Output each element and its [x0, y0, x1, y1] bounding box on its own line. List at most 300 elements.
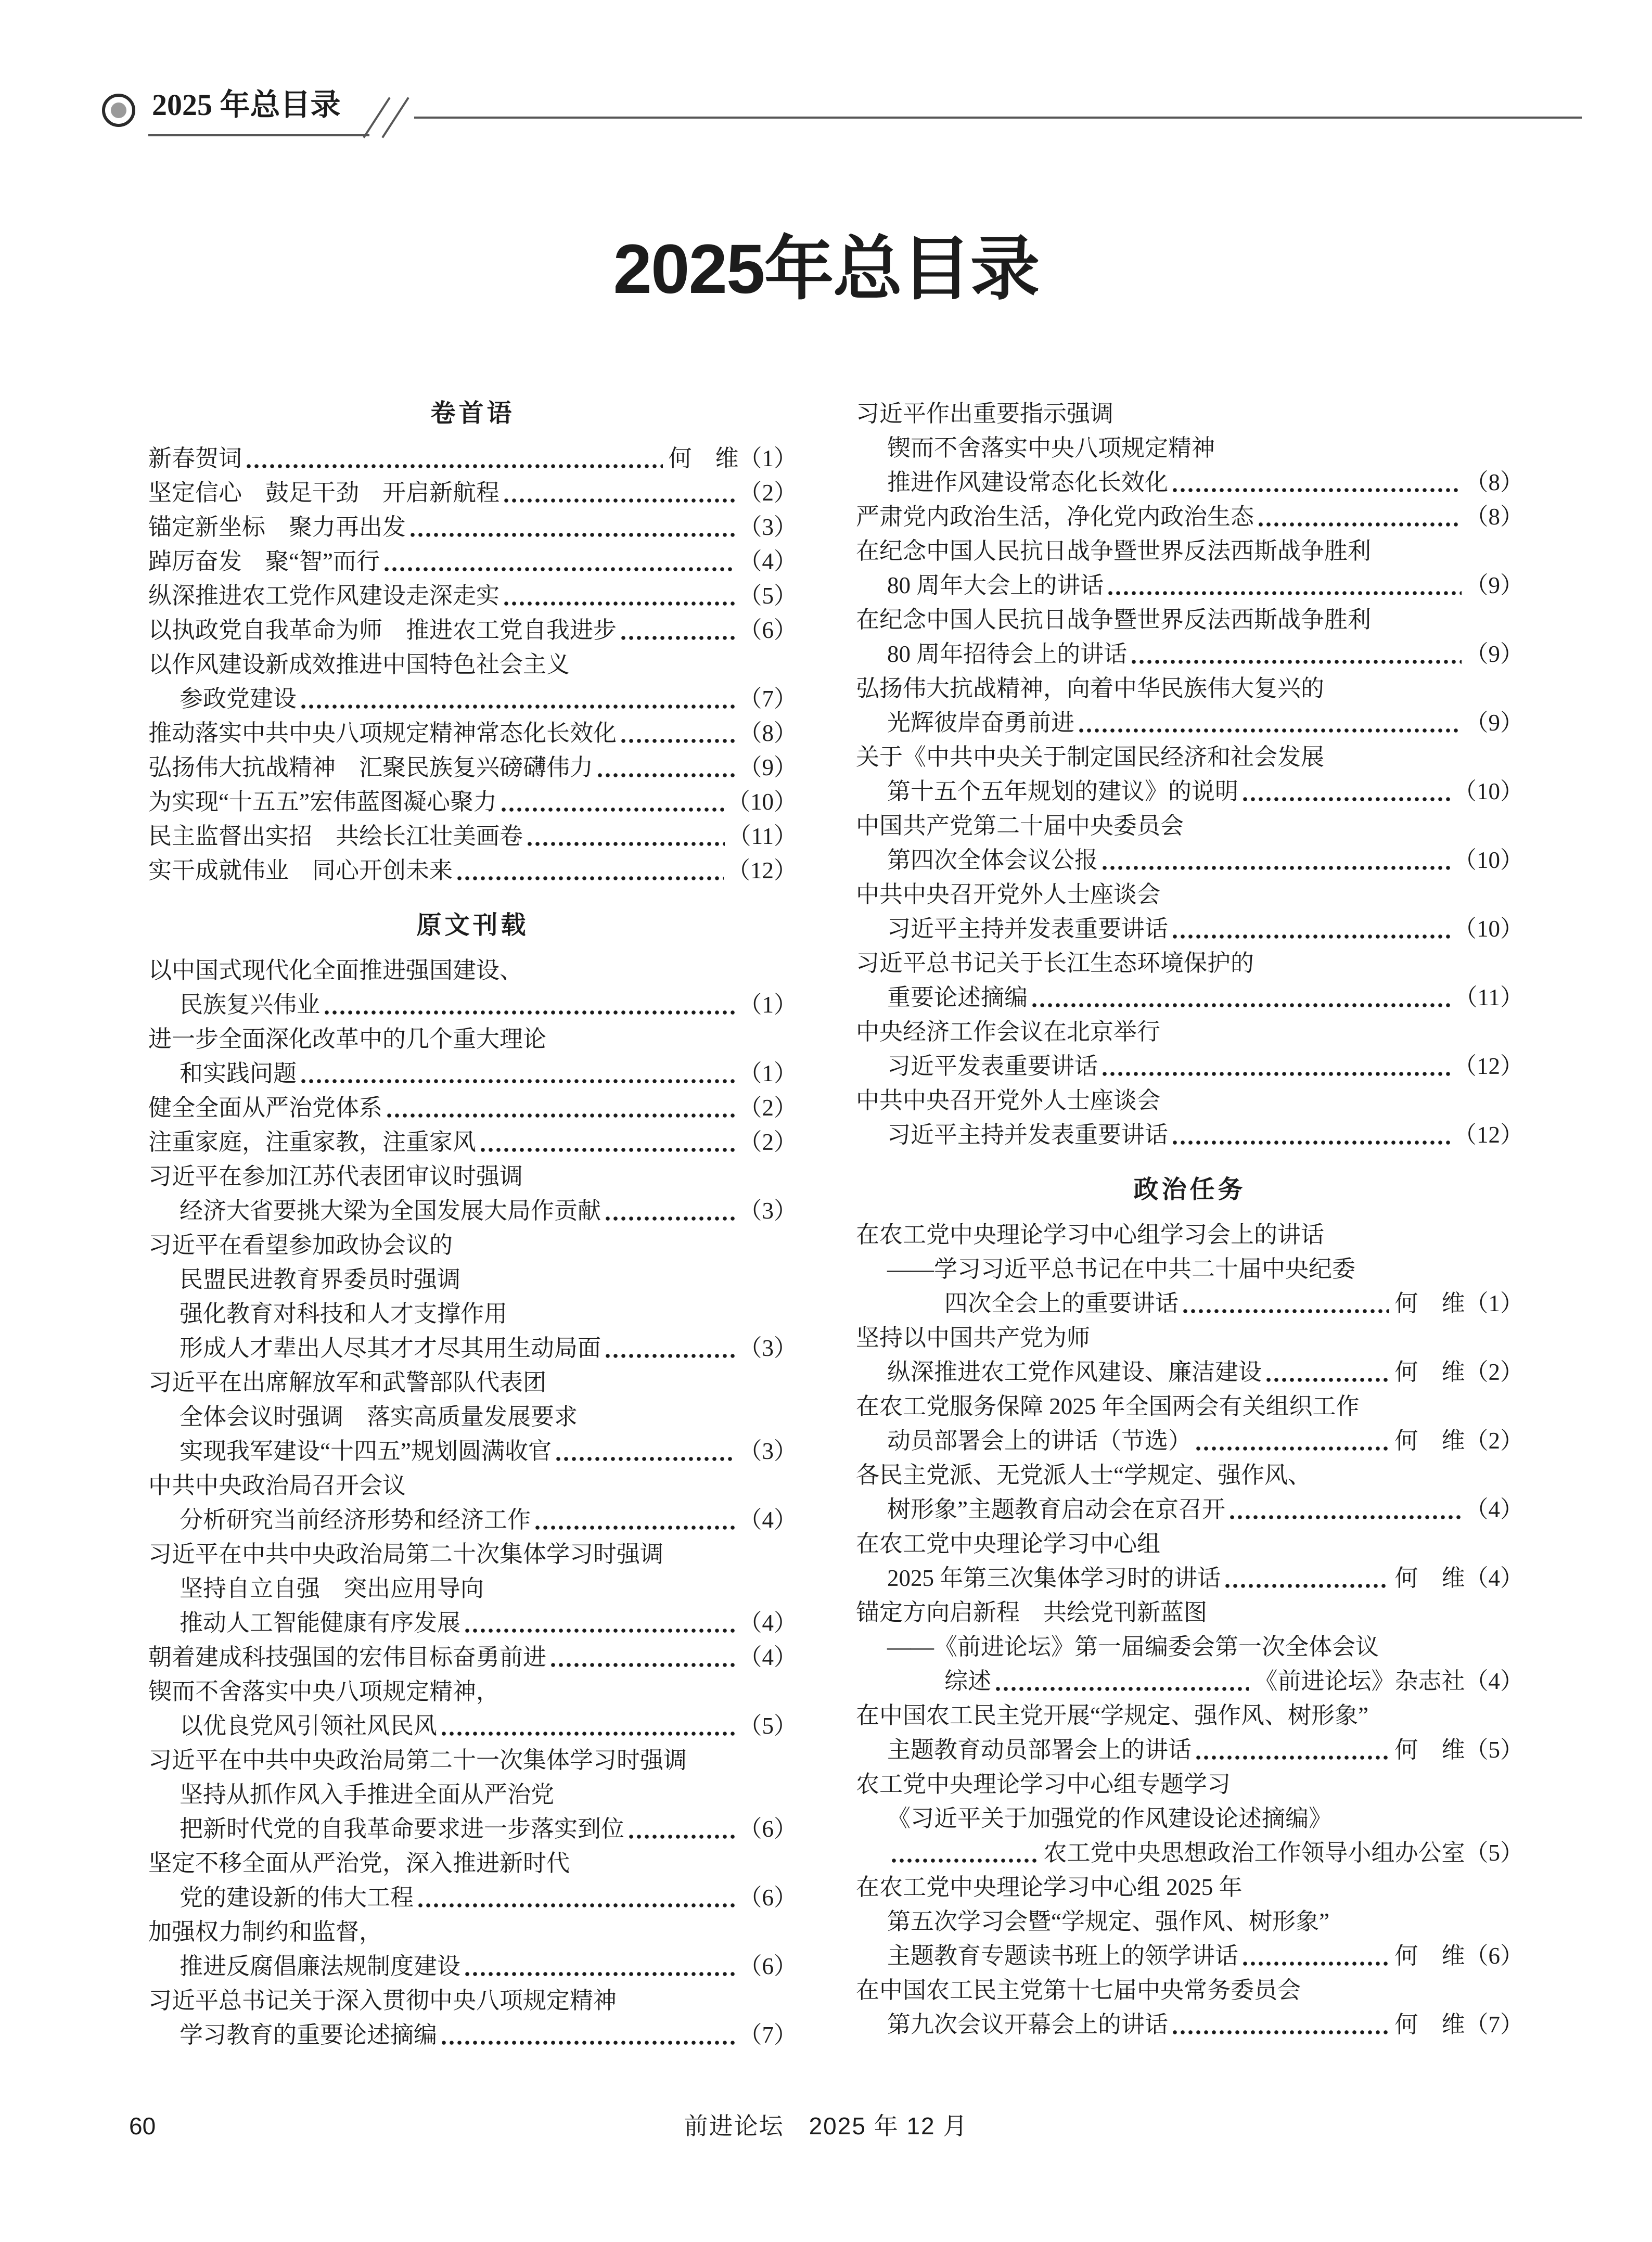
leader-dots [1196, 1446, 1389, 1451]
toc-line [856, 946, 1523, 980]
toc-line-text: 实现我军建设“十四五”规划圆满收官 [180, 1438, 552, 1464]
toc-entry [856, 740, 1523, 809]
author-name: 何 维 [1394, 1359, 1465, 1385]
toc-line [856, 1389, 1523, 1424]
toc-line [148, 1846, 797, 1880]
author-name: 何 维 [1394, 1737, 1465, 1763]
toc-line-text: 纵深推进农工党作风建设走深走实 [148, 583, 500, 609]
toc-entry [856, 534, 1523, 603]
leader-dots [1079, 728, 1462, 733]
page-ref: （6） [738, 1885, 797, 1911]
toc-line [148, 1262, 797, 1297]
toc-line [148, 544, 797, 579]
toc-line [856, 1664, 1523, 1698]
page-ref: （11） [727, 823, 797, 849]
leader-dots [1225, 1583, 1389, 1588]
toc-line-text: 踔厉奋发 聚“智”而行 [148, 548, 380, 574]
toc-entry [856, 809, 1523, 877]
section-heading: 卷首语 [430, 400, 515, 427]
toc-line-text: 习近平主持并发表重要讲话 [887, 1122, 1169, 1148]
page-ref: （4） [738, 1644, 797, 1670]
toc-line [856, 1286, 1523, 1321]
toc-line-text: 坚持以中国共产党为师 [856, 1325, 1091, 1351]
page-ref: （1） [1465, 1290, 1523, 1316]
toc-line [148, 510, 797, 544]
page-ref: （9） [1465, 641, 1523, 667]
leader-dots [527, 841, 725, 847]
leader-dots [504, 498, 735, 503]
toc-line-text: 新春贺词 [148, 445, 242, 471]
toc-line [148, 716, 797, 750]
toc-entry [148, 1365, 797, 1468]
toc-line-text: 为实现“十五五”宏伟蓝图凝心聚力 [148, 789, 497, 815]
leader-dots [597, 773, 735, 778]
toc-line-text: 学习教育的重要论述摘编 [180, 2022, 438, 2048]
toc-entry [856, 499, 1523, 534]
page-ref: （3） [738, 1198, 797, 1224]
toc-entry [148, 1159, 797, 1228]
toc-line-text: 第十五个五年规划的建议》的说明 [887, 778, 1239, 804]
toc-line [148, 476, 797, 510]
toc-line-text: 在农工党中央理论学习中心组 2025 年 [856, 1874, 1243, 1900]
toc-line-text: 经济大省要挑大梁为全国发展大局作贡献 [180, 1198, 601, 1224]
toc-entry [148, 647, 797, 716]
page-ref: （6） [738, 617, 797, 643]
leader-dots [1108, 591, 1462, 596]
toc-line [856, 637, 1523, 671]
toc-line-text: 推动落实中共中央八项规定精神常态化长效化 [148, 720, 617, 746]
author-name: 何 维 [1394, 1565, 1465, 1591]
toc-line-text: 中央经济工作会议在北京举行 [856, 1019, 1161, 1045]
leader-dots [301, 1079, 735, 1084]
toc-line-text: 在中国农工民主党开展“学规定、强作风、树形象” [856, 1702, 1368, 1728]
toc-line [856, 1049, 1523, 1083]
leader-dots [550, 1662, 735, 1668]
leader-dots [605, 1353, 735, 1359]
leader-dots [1032, 1003, 1451, 1008]
leader-dots [465, 1971, 735, 1977]
toc-line [856, 1355, 1523, 1389]
toc-line-text: 朝着建成科技强国的宏伟目标奋勇前进 [148, 1644, 547, 1670]
toc-line [148, 853, 797, 888]
toc-line [856, 1733, 1523, 1767]
toc-entry [148, 613, 797, 647]
toc-line-text: 民盟民进教育界委员时强调 [180, 1266, 461, 1292]
toc-entry [148, 510, 797, 544]
leader-dots [1102, 865, 1450, 870]
toc-line-text: 中共中央召开党外人士座谈会 [856, 1087, 1161, 1113]
toc-entry [148, 785, 797, 819]
page-ref: （2） [1465, 1428, 1523, 1454]
toc-line [856, 1630, 1523, 1664]
page-ref: （10） [1453, 916, 1523, 942]
toc-line-text: 进一步全面深化改革中的几个重大理论 [148, 1026, 547, 1052]
toc-line-text: 习近平作出重要指示强调 [856, 401, 1114, 427]
toc-line [856, 1561, 1523, 1595]
toc-entry [148, 1537, 797, 1640]
page-ref: （4） [738, 548, 797, 574]
page-ref: （4） [1465, 1668, 1523, 1694]
toc-line [856, 396, 1523, 431]
toc-line [148, 613, 797, 647]
toc-line [148, 1091, 797, 1125]
toc-line [148, 1400, 797, 1434]
page-ref: （11） [1454, 984, 1523, 1010]
page-ref: （4） [1465, 1496, 1523, 1522]
toc-line [856, 774, 1523, 809]
toc-line [148, 1056, 797, 1091]
toc-line-text: 以作风建设新成效推进中国特色社会主义 [148, 651, 570, 677]
toc-line-text: 纵深推进农工党作风建设、廉洁建设 [887, 1359, 1262, 1385]
page-ref: （10） [726, 789, 797, 815]
toc-line [856, 1492, 1523, 1527]
toc-entry [148, 1228, 797, 1365]
toc-line-text: 以优良党风引领社风民风 [180, 1713, 438, 1739]
leader-dots [1243, 1961, 1389, 1966]
toc-line [856, 877, 1523, 912]
toc-entry [148, 579, 797, 613]
toc-entry [856, 1389, 1523, 1458]
toc-line-text: 第五次学习会暨“学规定、强作风、树形象” [887, 1908, 1329, 1934]
author-name: 何 维 [1394, 1428, 1465, 1454]
toc-line [148, 1606, 797, 1640]
toc-line-text: 在中国农工民主党第十七届中央常务委员会 [856, 1977, 1301, 2003]
toc-line [856, 1870, 1523, 1904]
toc-line [856, 1939, 1523, 1973]
toc-line-text: 加强权力制约和监督， [148, 1919, 383, 1945]
page-ref: （1） [738, 992, 797, 1018]
toc-line-text: 习近平在出席解放军和武警部队代表团 [148, 1369, 547, 1395]
toc-line-text: 习近平在中共中央政治局第二十次集体学习时强调 [148, 1541, 664, 1567]
toc-line-text: 注重家庭，注重家教，注重家风 [148, 1129, 477, 1155]
toc-line-text: 在农工党服务保障 2025 年全国两会有关组织工作 [856, 1393, 1360, 1419]
toc-line-text: 农工党中央理论学习中心组专题学习 [856, 1771, 1231, 1797]
page-ref: （4） [738, 1610, 797, 1636]
leader-dots [324, 1010, 735, 1015]
leader-dots [465, 1628, 735, 1633]
toc-entry [148, 819, 797, 853]
toc-line-text: 各民主党派、无党派人士“学规定、强作风、 [856, 1462, 1311, 1488]
toc-line [856, 1698, 1523, 1733]
leader-dots [605, 1216, 735, 1221]
toc-line-text: 重要论述摘编 [887, 984, 1028, 1010]
toc-line [856, 2007, 1523, 2042]
leader-dots [629, 1834, 735, 1839]
toc-line-text: 弘扬伟大抗战精神，向着中华民族伟大复兴的 [856, 675, 1325, 701]
toc-entry [148, 1022, 797, 1091]
toc-line [148, 1331, 797, 1365]
toc-line-text: 习近平发表重要讲话 [887, 1053, 1098, 1079]
author-name: 《前进论坛》杂志社 [1254, 1668, 1465, 1694]
toc-line-text: 推动人工智能健康有序发展 [180, 1610, 461, 1636]
page-ref: （2） [738, 480, 797, 506]
section-heading: 政治任务 [1133, 1176, 1246, 1203]
toc-line [856, 1767, 1523, 1801]
toc-line-text: 全体会议时强调 落实高质量发展要求 [180, 1404, 578, 1430]
toc-entry [856, 1083, 1523, 1152]
page-ref: （6） [738, 1816, 797, 1842]
leader-dots [480, 1147, 735, 1152]
leader-dots [410, 532, 735, 537]
toc-line-text: 主题教育专题读书班上的领学讲话 [887, 1943, 1239, 1969]
toc-entry [148, 853, 797, 888]
toc-line [856, 1527, 1523, 1561]
toc-line [856, 843, 1523, 877]
toc-line [148, 1365, 797, 1400]
toc-line [148, 953, 797, 988]
toc-line-text: 中共中央政治局召开会议 [148, 1472, 406, 1498]
toc-line-text: 80 周年招待会上的讲话 [887, 641, 1128, 667]
page-ref: （9） [1465, 710, 1523, 736]
toc-line-text: 推进作风建设常态化长效化 [887, 469, 1169, 495]
toc-line [148, 1812, 797, 1846]
toc-line-text: 《习近平关于加强党的作风建设论述摘编》 [887, 1805, 1333, 1831]
toc-entry [148, 1468, 797, 1537]
toc-line [148, 1125, 797, 1159]
leader-dots [1172, 1140, 1450, 1145]
toc-entry [148, 750, 797, 785]
page-ref: （2） [738, 1095, 797, 1121]
toc-line [856, 1321, 1523, 1355]
toc-line [856, 1836, 1523, 1870]
page-ref: （1） [738, 1060, 797, 1086]
toc-line-text: 在纪念中国人民抗日战争暨世界反法西斯战争胜利 [856, 538, 1372, 564]
toc-line [148, 1022, 797, 1056]
toc-entry [856, 1458, 1523, 1527]
toc-entry [148, 1743, 797, 1846]
header-rule-left [148, 134, 369, 136]
page-ref: （8） [1465, 469, 1523, 495]
toc-entry [148, 1125, 797, 1159]
journal-footer: 前进论坛 2025 年 12 月 [684, 2112, 968, 2139]
toc-line-text: 习近平总书记关于深入贯彻中央八项规定精神 [148, 1988, 617, 2014]
toc-line [856, 1083, 1523, 1118]
page-ref: （8） [1465, 504, 1523, 530]
toc-line [148, 819, 797, 853]
leader-dots [621, 635, 735, 640]
leader-dots [1266, 1377, 1389, 1382]
page-ref: （10） [1453, 847, 1523, 873]
toc-line-text: 习近平在参加江苏代表团审议时强调 [148, 1163, 523, 1189]
toc-line [148, 579, 797, 613]
toc-entry [148, 1674, 797, 1743]
toc-line [856, 809, 1523, 843]
page-ref: （12） [726, 857, 797, 883]
toc-line [856, 603, 1523, 637]
section-heading: 原文刊载 [416, 912, 529, 939]
toc-line-text: 推进反腐倡廉法规制度建设 [180, 1953, 461, 1979]
toc-line-text: 第四次全体会议公报 [887, 847, 1098, 873]
toc-line [148, 1915, 797, 1949]
leader-dots [441, 2040, 735, 2045]
toc-entry [856, 1321, 1523, 1389]
toc-line [148, 785, 797, 819]
leader-dots [556, 1456, 736, 1462]
toc-line [148, 682, 797, 716]
toc-entry [856, 1527, 1523, 1595]
toc-line-text: 主题教育动员部署会上的讲话 [887, 1737, 1192, 1763]
author-name: 何 维 [1394, 1290, 1465, 1316]
toc-line-text: 习近平在看望参加政协会议的 [148, 1232, 453, 1258]
toc-line [856, 980, 1523, 1015]
toc-entry [856, 396, 1523, 499]
toc-line-text: 关于《中共中央关于制定国民经济和社会发展 [856, 744, 1325, 770]
leader-dots [621, 738, 735, 744]
toc-line [148, 988, 797, 1022]
leader-dots [1183, 1309, 1389, 1314]
toc-entry [148, 716, 797, 750]
toc-line [856, 1218, 1523, 1252]
toc-line [856, 1973, 1523, 2007]
toc-line [148, 1983, 797, 2018]
header-rule-right [414, 117, 1582, 119]
page-ref: （4） [738, 1507, 797, 1533]
page-title: 2025年总目录 [613, 230, 1039, 308]
toc-line-text: 党的建设新的伟大工程 [180, 1885, 414, 1911]
leader-dots [1131, 659, 1462, 664]
toc-line [856, 1458, 1523, 1492]
leader-dots [1243, 797, 1450, 802]
toc-line-text: 把新时代党的自我革命要求进一步落实到位 [180, 1816, 625, 1842]
toc-line-text: 锲而不舍落实中央八项规定精神 [887, 435, 1215, 461]
toc-line-text: 和实践问题 [180, 1060, 297, 1086]
toc-line-text: 坚定信心 鼓足干劲 开启新航程 [148, 480, 500, 506]
toc-line [148, 1949, 797, 1983]
toc-line-text: 锚定新坐标 聚力再出发 [148, 514, 406, 540]
toc-line [148, 1297, 797, 1331]
toc-entry [856, 877, 1523, 946]
page-ref: （10） [1453, 778, 1523, 804]
toc-column-right [856, 396, 1523, 2042]
leader-dots [384, 567, 736, 572]
author-name: 何 维 [1394, 2012, 1465, 2038]
toc-entry [856, 1767, 1523, 1870]
page-ref: （12） [1453, 1053, 1523, 1079]
toc-entry [148, 476, 797, 510]
page-number: 60 [129, 2112, 156, 2139]
toc-line-text: 坚持自立自强 突出应用导向 [180, 1575, 484, 1602]
leader-dots [246, 464, 663, 469]
toc-line [148, 1777, 797, 1812]
author-name: 何 维 [668, 445, 739, 471]
toc-line [856, 568, 1523, 603]
toc-line [148, 647, 797, 682]
toc-line [148, 1228, 797, 1262]
toc-line [148, 1640, 797, 1674]
leader-dots [501, 807, 724, 812]
toc-line-text: 动员部署会上的讲话（节选） [887, 1428, 1192, 1454]
toc-entry [148, 544, 797, 579]
page-ref: （9） [738, 754, 797, 780]
toc-line [856, 465, 1523, 499]
toc-entry [856, 946, 1523, 1015]
toc-line-text: 民主监督出实招 共绘长江壮美画卷 [148, 823, 523, 849]
toc-line-text: 民族复兴伟业 [180, 992, 321, 1018]
toc-line-text: 中国共产党第二十届中央委员会 [856, 813, 1184, 839]
toc-line-text: 综述 [944, 1668, 992, 1694]
leader-dots [441, 1731, 735, 1736]
toc-line [856, 1252, 1523, 1286]
toc-line-text: 四次全会上的重要讲话 [944, 1290, 1179, 1316]
leader-dots [995, 1686, 1249, 1692]
page-ref: （2） [1465, 1359, 1523, 1385]
toc-line [148, 2018, 797, 2052]
toc-line-text: 坚持从抓作风入手推进全面从严治党 [180, 1782, 555, 1808]
leader-dots [1230, 1515, 1462, 1520]
toc-entry [148, 1846, 797, 1915]
page-ref: （9） [1465, 572, 1523, 598]
leader-dots [1172, 488, 1462, 493]
bullet-circle-icon [102, 94, 135, 127]
toc-line-text: 锲而不舍落实中央八项规定精神， [148, 1679, 500, 1705]
toc-column-left [148, 396, 797, 2052]
page-ref: （4） [1465, 1565, 1523, 1591]
toc-line-text: 80 周年大会上的讲话 [887, 572, 1104, 598]
page-ref: （5） [738, 1713, 797, 1739]
header-running-title: 2025 年总目录 [152, 88, 341, 122]
leader-dots [1258, 522, 1462, 527]
toc-line [856, 534, 1523, 568]
toc-line-text: ——《前进论坛》第一届编委会第一次全体会议 [887, 1634, 1379, 1660]
page-ref: （1） [738, 445, 797, 471]
toc-line-text: 严肃党内政治生活，净化党内政治生态 [856, 504, 1254, 530]
toc-line-text: 坚定不移全面从严治党，深入推进新时代 [148, 1850, 570, 1876]
page-ref: （2） [738, 1129, 797, 1155]
toc-line-text: 中共中央召开党外人士座谈会 [856, 881, 1161, 907]
toc-line [856, 1904, 1523, 1939]
toc-line-text: 在纪念中国人民抗日战争暨世界反法西斯战争胜利 [856, 607, 1372, 633]
page-ref: （3） [738, 1438, 797, 1464]
toc-line-text: 以执政党自我革命为师 推进农工党自我进步 [148, 617, 617, 643]
toc-entry [856, 603, 1523, 671]
toc-entry [148, 441, 797, 476]
page-ref: （7） [1465, 2012, 1523, 2038]
leader-dots [418, 1903, 735, 1908]
toc-entry [856, 1973, 1523, 2042]
toc-line-text: 第九次会议开幕会上的讲话 [887, 2012, 1169, 2038]
toc-line-text: 形成人才辈出人尽其才才尽其用生动局面 [180, 1335, 601, 1361]
toc-entry [148, 1091, 797, 1125]
toc-line-text: 强化教育对科技和人才支撑作用 [180, 1301, 508, 1327]
toc-entry [148, 1640, 797, 1674]
page-ref: （5） [1465, 1840, 1523, 1866]
leader-dots [1172, 2030, 1389, 2035]
author-name: 何 维 [1394, 1943, 1465, 1969]
page-ref: （8） [738, 720, 797, 746]
toc-line [148, 1880, 797, 1915]
toc-line [856, 1424, 1523, 1458]
leader-dots [1102, 1071, 1450, 1077]
page-ref: （3） [738, 1335, 797, 1361]
author-name: 农工党中央思想政治工作领导小组办公室 [1043, 1840, 1465, 1866]
toc-line-text: 实干成就伟业 同心开创未来 [148, 857, 453, 883]
toc-entry [856, 671, 1523, 740]
toc-line [856, 1015, 1523, 1049]
toc-line-text: 以中国式现代化全面推进强国建设、 [148, 957, 523, 983]
toc-entry [148, 1915, 797, 1983]
toc-line-text: 光辉彼岸奋勇前进 [887, 710, 1075, 736]
toc-line [856, 706, 1523, 740]
toc-line [148, 1159, 797, 1194]
page-ref: （7） [738, 686, 797, 712]
toc-line [148, 1434, 797, 1468]
toc-line-text: 健全全面从严治党体系 [148, 1095, 383, 1121]
toc-line [148, 1194, 797, 1228]
page-ref: （12） [1453, 1122, 1523, 1148]
page-ref: （6） [738, 1953, 797, 1979]
toc-line-text: 锚定方向启新程 共绘党刊新蓝图 [856, 1599, 1208, 1625]
leader-dots [1196, 1755, 1389, 1760]
